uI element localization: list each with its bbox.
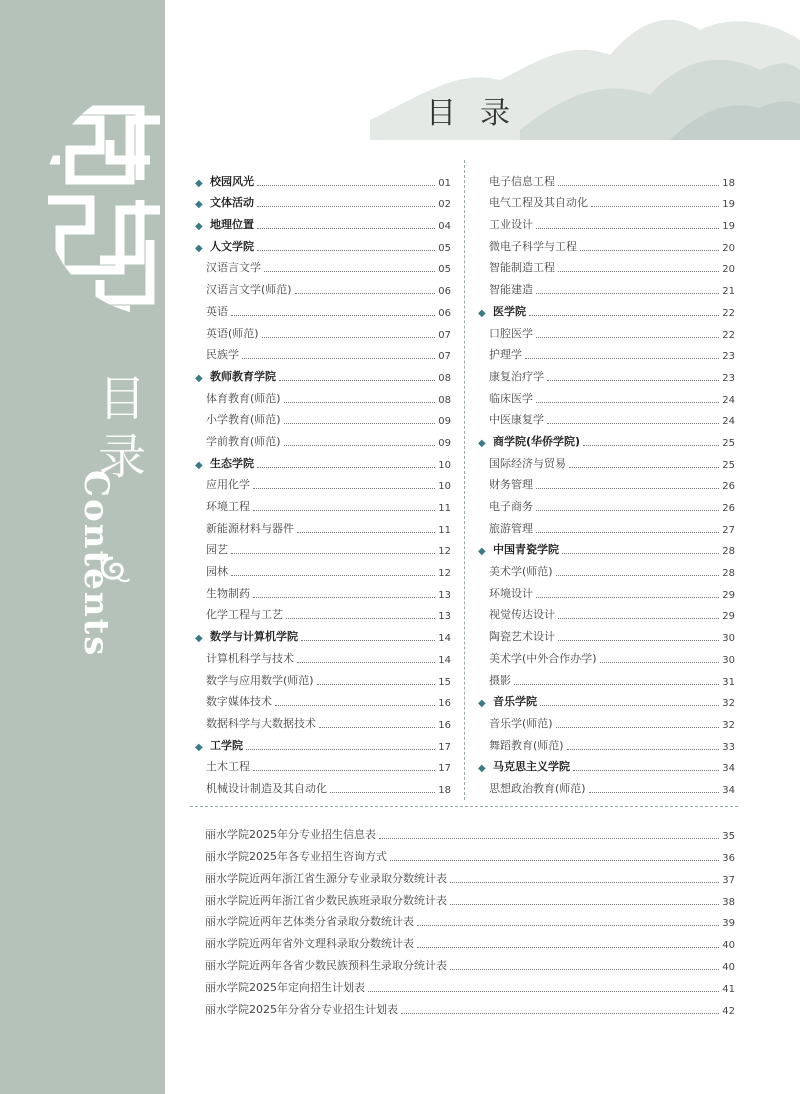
toc-entry[interactable] (195, 688, 451, 710)
dot-leader (529, 315, 719, 316)
dot-leader (286, 618, 435, 619)
toc-entry[interactable] (478, 406, 735, 428)
toc-entry-page: 11 (438, 524, 451, 536)
toc-entry-label: 新能源材料与器件 (206, 521, 294, 535)
toc-entry-label: 校园风光 (210, 174, 254, 188)
dot-leader (583, 445, 719, 446)
toc-entry-page: 26 (722, 481, 735, 493)
toc-entry[interactable] (478, 471, 735, 493)
diamond-icon: ◆ (478, 698, 486, 710)
dot-leader (450, 882, 719, 883)
toc-entry-page: 11 (438, 503, 451, 514)
toc-entry[interactable] (478, 189, 735, 211)
toc-entry-page: 08 (438, 394, 451, 406)
toc-entry-label: 英语(师范) (206, 326, 259, 340)
toc-entry-label: 生物制药 (206, 586, 250, 600)
dot-leader (580, 250, 719, 251)
toc-entry-page: 09 (438, 416, 451, 428)
dot-leader (317, 684, 436, 685)
toc-entry[interactable] (478, 753, 735, 775)
dot-leader (257, 467, 435, 468)
toc-entry[interactable] (195, 514, 451, 536)
toc-entry-label: 环境设计 (489, 586, 533, 600)
sidebar-title (98, 370, 158, 486)
dot-leader (297, 532, 435, 533)
toc-entry-page: 06 (438, 307, 451, 319)
toc-entry[interactable] (478, 254, 735, 276)
toc-entry[interactable] (478, 210, 735, 232)
toc-entry-page: 13 (438, 589, 451, 601)
toc-entry[interactable] (478, 297, 735, 319)
toc-entry-label: 摄影 (489, 673, 511, 687)
toc-entry-label: 陶瓷艺术设计 (489, 630, 555, 644)
toc-entry-label: 丽水学院近两年浙江省生源分专业录取分数统计表 (205, 871, 447, 885)
toc-entry-label: 土木工程 (206, 760, 250, 774)
toc-entry-page: 39 (722, 918, 735, 930)
toc-entry-label: 化学工程与工艺 (206, 608, 283, 622)
dot-leader (540, 705, 719, 706)
toc-entry-label: 美术学(师范) (489, 565, 553, 579)
dot-leader (262, 337, 436, 338)
toc-entry-label: 微电子科学与工程 (489, 239, 577, 253)
dot-leader (284, 423, 436, 424)
toc-entry[interactable] (478, 774, 735, 796)
toc-entry-page: 31 (722, 676, 735, 688)
diamond-icon: ◆ (195, 741, 203, 753)
dot-leader (525, 358, 719, 359)
toc-entry-label: 工学院 (210, 738, 243, 752)
section-divider (190, 806, 738, 807)
dot-leader (253, 597, 435, 598)
toc-entry[interactable] (195, 384, 451, 406)
contents-word: Contents (76, 470, 116, 658)
toc-entry[interactable] (195, 731, 451, 753)
toc-entry[interactable] (195, 774, 451, 796)
toc-entry[interactable] (205, 886, 735, 908)
diamond-icon: ◆ (195, 242, 203, 254)
dot-leader (246, 749, 435, 750)
toc-entry-page: 42 (722, 1006, 735, 1018)
toc-entry[interactable] (478, 601, 735, 623)
sidebar (0, 0, 165, 1094)
toc-entry-page: 17 (438, 741, 451, 753)
dot-leader (257, 228, 435, 229)
toc-entry-page: 29 (722, 589, 735, 601)
toc-entry-label: 丽水学院近两年浙江省少数民族班录取分数统计表 (205, 893, 447, 907)
dot-leader (401, 1013, 719, 1014)
toc-entry-page: 35 (722, 830, 735, 842)
toc-entry-label: 临床医学 (489, 391, 533, 405)
swirl-icon (96, 552, 130, 586)
toc-entry[interactable] (195, 622, 451, 644)
toc-entry-label: 工业设计 (489, 218, 533, 232)
toc-entry-label: 民族学 (206, 348, 239, 362)
dot-leader (558, 618, 719, 619)
toc-entry-label: 丽水学院2025年分专业招生信息表 (205, 827, 376, 841)
toc-entry[interactable] (205, 842, 735, 864)
toc-entry[interactable] (195, 319, 451, 341)
toc-entry-page: 10 (438, 459, 451, 471)
toc-entry-page: 01 (438, 177, 451, 189)
toc-entry[interactable] (195, 189, 451, 211)
dot-leader (536, 510, 719, 511)
dot-leader (284, 445, 436, 446)
toc-entry[interactable] (478, 319, 735, 341)
dot-leader (536, 402, 719, 403)
toc-entry-label: 地理位置 (210, 218, 254, 232)
toc-entry-page: 30 (722, 654, 735, 666)
toc-entry[interactable] (195, 753, 451, 775)
dot-leader (562, 553, 719, 554)
toc-entry[interactable] (478, 232, 735, 254)
toc-entry-label: 智能制造工程 (489, 261, 555, 275)
toc-entry-page: 32 (722, 719, 735, 731)
toc-entry[interactable] (478, 341, 735, 363)
toc-entry[interactable] (478, 622, 735, 644)
toc-entry[interactable] (195, 536, 451, 558)
toc-entry[interactable] (478, 167, 735, 189)
sidebar-title-char: 目 (98, 371, 147, 427)
dot-leader (450, 904, 719, 905)
diamond-icon: ◆ (478, 307, 486, 319)
toc-entry-label: 康复治疗学 (489, 369, 544, 383)
toc-entry-page: 15 (438, 676, 451, 688)
toc-entry-label: 口腔医学 (489, 326, 533, 340)
toc-entry[interactable] (478, 492, 735, 514)
toc-entry-page: 25 (722, 437, 735, 449)
toc-entry[interactable] (195, 557, 451, 579)
toc-entry-page: 25 (722, 459, 735, 471)
toc-entry-label: 人文学院 (210, 239, 254, 253)
sidebar-title-char: 录 (98, 429, 147, 485)
toc-entry-label: 汉语言文学 (206, 261, 261, 275)
toc-entry-label: 电子商务 (489, 500, 533, 513)
dot-leader (417, 947, 719, 948)
dot-leader (514, 684, 719, 685)
dot-leader (301, 640, 435, 641)
toc-entry-label: 思想政治教育(师范) (489, 781, 586, 795)
toc-entry-label: 应用化学 (206, 478, 250, 492)
dot-leader (253, 770, 435, 771)
dot-leader (600, 662, 720, 663)
toc-entry-label: 国际经济与贸易 (489, 456, 566, 470)
toc-entry-page: 07 (438, 329, 451, 341)
toc-entry-page: 21 (722, 286, 735, 298)
toc-entry[interactable] (195, 254, 451, 276)
toc-entry-page: 12 (438, 568, 451, 580)
dot-leader (536, 597, 719, 598)
toc-entry-page: 20 (722, 264, 735, 276)
toc-entry-label: 文体活动 (210, 196, 254, 210)
toc-entry-page: 30 (722, 633, 735, 645)
toc-left-column (195, 167, 451, 796)
toc-entry-label: 丽水学院2025年分省分专业招生计划表 (205, 1003, 398, 1017)
toc-entry[interactable] (478, 557, 735, 579)
toc-entry-page: 13 (438, 611, 451, 623)
toc-entry-page: 37 (722, 874, 735, 886)
page-title: 目录 (426, 96, 534, 131)
dot-leader (368, 991, 719, 992)
dot-leader (558, 640, 719, 641)
toc-entry[interactable] (195, 167, 451, 189)
dot-leader (558, 185, 719, 186)
toc-entry[interactable] (195, 210, 451, 232)
toc-entry-label: 中国青瓷学院 (493, 543, 559, 557)
toc-entry-page: 18 (722, 177, 735, 189)
toc-entry-page: 12 (438, 546, 451, 558)
toc-entry[interactable] (195, 427, 451, 449)
toc-entry-page: 33 (722, 741, 735, 753)
dot-leader (253, 510, 435, 511)
diamond-icon: ◆ (195, 633, 203, 645)
toc-entry-label: 教师教育学院 (210, 369, 276, 383)
toc-entry[interactable] (195, 601, 451, 623)
toc-entry[interactable] (195, 666, 451, 688)
toc-entry[interactable] (205, 951, 735, 973)
toc-entry-label: 环境工程 (206, 500, 250, 513)
toc-entry-page: 20 (722, 242, 735, 254)
toc-entry-label: 数学与计算机学院 (210, 630, 298, 644)
toc-entry-label: 视觉传达设计 (489, 608, 555, 622)
diamond-icon: ◆ (478, 546, 486, 558)
toc-entry-label: 园林 (206, 565, 228, 579)
toc-entry-label: 音乐学院 (493, 695, 537, 709)
diamond-icon: ◆ (195, 372, 203, 384)
toc-entry[interactable] (205, 929, 735, 951)
dot-leader (536, 293, 719, 294)
toc-entry-page: 28 (722, 546, 735, 558)
toc-entry-page: 07 (438, 351, 451, 363)
toc-entry[interactable] (478, 688, 735, 710)
dot-leader (390, 860, 719, 861)
toc-entry-label: 数据科学与大数据技术 (206, 716, 316, 730)
diamond-icon: ◆ (195, 199, 203, 211)
toc-entry[interactable] (478, 362, 735, 384)
toc-entry[interactable] (478, 644, 735, 666)
dot-leader (297, 662, 435, 663)
toc-entry-page: 28 (722, 568, 735, 580)
dot-leader (257, 185, 435, 186)
toc-entry-label: 电气工程及其自动化 (489, 196, 588, 210)
dot-leader (573, 770, 719, 771)
toc-entry-label: 小学教育(师范) (206, 413, 281, 427)
dot-leader (567, 749, 720, 750)
toc-entry[interactable] (205, 995, 735, 1017)
toc-right-column (478, 167, 735, 796)
dot-leader (556, 727, 720, 728)
toc-entry-page: 38 (722, 896, 735, 908)
dot-leader (319, 727, 435, 728)
toc-entry[interactable] (478, 579, 735, 601)
dot-leader (417, 925, 719, 926)
toc-entry-label: 丽水学院近两年艺体类分省录取分数统计表 (205, 915, 414, 929)
dot-leader (275, 705, 435, 706)
dot-leader (242, 358, 435, 359)
toc-entry-label: 护理学 (489, 348, 522, 362)
toc-entry[interactable] (478, 666, 735, 688)
dot-leader (450, 969, 719, 970)
toc-entry-label: 丽水学院近两年省外文理科录取分数统计表 (205, 937, 414, 951)
toc-entry-label: 数字媒体技术 (206, 695, 272, 709)
toc-entry-page: 32 (722, 698, 735, 710)
toc-entry[interactable] (195, 471, 451, 493)
toc-entry-page: 06 (438, 286, 451, 298)
toc-entry[interactable] (195, 492, 451, 514)
dot-leader (536, 228, 719, 229)
toc-entry-page: 34 (722, 763, 735, 775)
dot-leader (536, 337, 719, 338)
toc-entry-label: 学前教育(师范) (206, 434, 281, 448)
toc-entry-label: 丽水学院2025年定向招生计划表 (205, 981, 365, 995)
toc-entry[interactable] (195, 644, 451, 666)
toc-entry-page: 19 (722, 221, 735, 233)
diamond-icon: ◆ (478, 437, 486, 449)
toc-entry-page: 40 (722, 962, 735, 974)
dot-leader (558, 271, 719, 272)
toc-entry-page: 18 (438, 784, 451, 796)
toc-entry-label: 财务管理 (489, 478, 533, 492)
column-divider (464, 160, 465, 800)
toc-entry-page: 14 (438, 633, 451, 645)
toc-entry-label: 英语 (206, 304, 228, 318)
toc-entry[interactable] (205, 820, 735, 842)
toc-entry-page: 40 (722, 940, 735, 952)
toc-entry[interactable] (195, 406, 451, 428)
toc-entry-page: 24 (722, 394, 735, 406)
toc-entry[interactable] (478, 536, 735, 558)
dot-leader (295, 293, 436, 294)
toc-entry-label: 智能建造 (489, 283, 533, 297)
dot-leader (591, 206, 719, 207)
dot-leader (264, 271, 435, 272)
toc-entry-page: 29 (722, 611, 735, 623)
toc-entry-page: 02 (438, 199, 451, 211)
toc-entry-page: 05 (438, 242, 451, 254)
toc-entry[interactable] (195, 297, 451, 319)
toc-entry-page: 05 (438, 264, 451, 276)
toc-entry[interactable] (478, 275, 735, 297)
toc-entry-page: 26 (722, 503, 735, 514)
dot-leader (257, 250, 435, 251)
toc-entry-label: 汉语言文学(师范) (206, 283, 292, 297)
dot-leader (536, 488, 719, 489)
toc-entry-label: 商学院(华侨学院) (493, 434, 581, 448)
diamond-icon: ◆ (478, 763, 486, 775)
toc-entry[interactable] (205, 973, 735, 995)
toc-entry[interactable] (195, 579, 451, 601)
toc-entry[interactable] (205, 908, 735, 930)
toc-entry-label: 舞蹈教育(师范) (489, 738, 564, 752)
toc-entry-label: 马克思主义学院 (493, 760, 570, 774)
toc-entry-page: 04 (438, 221, 451, 233)
toc-entry-page: 08 (438, 372, 451, 384)
toc-entry-label: 音乐学(师范) (489, 716, 553, 730)
toc-entry[interactable] (478, 709, 735, 731)
dot-leader (231, 315, 435, 316)
toc-entry[interactable] (478, 384, 735, 406)
dot-leader (231, 575, 435, 576)
toc-entry-page: 34 (722, 784, 735, 796)
toc-entry-page: 22 (722, 307, 735, 319)
toc-entry[interactable] (478, 731, 735, 753)
toc-entry-label: 丽水学院近两年各省少数民族预科生录取分统计表 (205, 959, 447, 973)
dot-leader (231, 553, 435, 554)
toc-entry-page: 27 (722, 524, 735, 536)
toc-entry-page: 36 (722, 852, 735, 864)
diamond-icon: ◆ (195, 459, 203, 471)
toc-entry[interactable] (478, 514, 735, 536)
dot-leader (556, 575, 720, 576)
toc-entry[interactable] (195, 709, 451, 731)
toc-entry-page: 16 (438, 698, 451, 710)
toc-entry-page: 17 (438, 763, 451, 775)
toc-entry-page: 10 (438, 481, 451, 493)
dot-leader (379, 838, 719, 839)
toc-entry-label: 旅游管理 (489, 521, 533, 535)
toc-entry-label: 机械设计制造及其自动化 (206, 781, 327, 795)
diamond-icon: ◆ (195, 177, 203, 189)
toc-entry-page: 24 (722, 416, 735, 428)
dot-leader (284, 402, 436, 403)
toc-entry-label: 医学院 (493, 304, 526, 318)
toc-appendix-list (205, 820, 735, 1017)
dot-leader (547, 380, 719, 381)
dot-leader (257, 206, 435, 207)
dot-leader (569, 467, 719, 468)
toc-entry-label: 数学与应用数学(师范) (206, 673, 314, 687)
toc-entry[interactable] (195, 341, 451, 363)
toc-entry-label: 美术学(中外合作办学) (489, 651, 597, 665)
toc-entry-page: 23 (722, 372, 735, 384)
dot-leader (547, 423, 719, 424)
dot-leader (589, 792, 720, 793)
toc-entry[interactable] (205, 864, 735, 886)
dot-leader (536, 532, 719, 533)
toc-entry-label: 体育教育(师范) (206, 391, 281, 405)
toc-entry[interactable] (195, 275, 451, 297)
toc-entry-label: 生态学院 (210, 456, 254, 470)
toc-entry-page: 16 (438, 719, 451, 731)
toc-entry[interactable] (478, 449, 735, 471)
dot-leader (279, 380, 435, 381)
toc-entry-page: 09 (438, 437, 451, 449)
toc-entry-label: 园艺 (206, 543, 228, 557)
toc-entry-label: 丽水学院2025年各专业招生咨询方式 (205, 849, 387, 863)
dot-leader (330, 792, 435, 793)
toc-entry-page: 23 (722, 351, 735, 363)
toc-entry-label: 中医康复学 (489, 413, 544, 427)
toc-entry[interactable] (195, 362, 451, 384)
toc-entry[interactable] (478, 427, 735, 449)
toc-entry[interactable] (195, 449, 451, 471)
toc-entry-label: 电子信息工程 (489, 174, 555, 188)
toc-entry-label: 计算机科学与技术 (206, 651, 294, 665)
toc-entry[interactable] (195, 232, 451, 254)
toc-entry-page: 19 (722, 199, 735, 211)
dot-leader (253, 488, 435, 489)
toc-entry-page: 14 (438, 654, 451, 666)
toc-entry-page: 22 (722, 329, 735, 341)
toc-entry-page: 41 (722, 984, 735, 996)
diamond-icon: ◆ (195, 221, 203, 233)
